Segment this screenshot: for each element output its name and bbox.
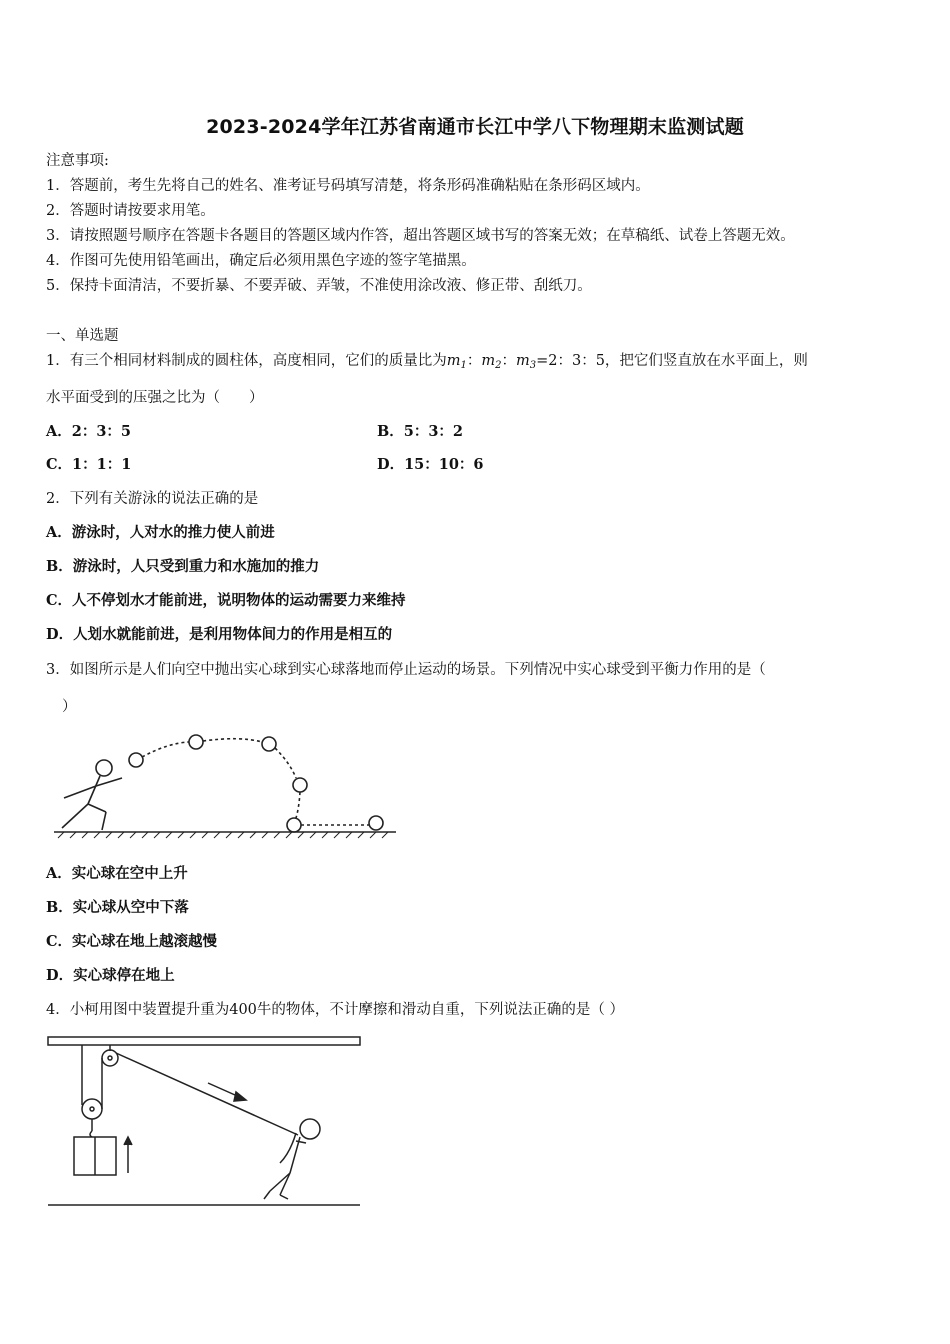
q3-stem-line1: 3．如图所示是人们向空中抛出实心球到实心球落地而停止运动的场景。下列情况中实心球受到平衡力作用的是（: [46, 662, 766, 678]
q1-colon1: ：: [466, 353, 482, 369]
movable-pulley: [82, 1099, 102, 1119]
q1-option-a[interactable]: A．2：3：5: [46, 423, 132, 440]
q1-option-d[interactable]: D．15：10：6: [377, 456, 484, 473]
section-heading: 一、单选题: [46, 328, 119, 344]
q3-stem-line2: ）: [62, 699, 77, 715]
pulling-person: [264, 1119, 320, 1199]
notice-item-4: 4．作图可先使用铅笔画出，确定后必须用黑色字迹的签字笔描黑。: [46, 253, 476, 269]
q1-sub1: 1: [460, 360, 467, 371]
pulley-figure: [44, 1033, 364, 1213]
ceiling-beam: [48, 1037, 360, 1045]
q1-option-c[interactable]: C．1：1：1: [46, 456, 132, 473]
q1-stem-text: 1．有三个相同材料制成的圆柱体，高度相同，它们的质量比为: [46, 353, 447, 369]
shot-put-figure: [50, 728, 400, 843]
thrower-figure: [62, 760, 122, 830]
q3-option-c[interactable]: C．实心球在地上越滚越慢: [46, 933, 218, 950]
q1-m1: m: [446, 353, 461, 369]
notice-item-5: 5．保持卡面清洁，不要折暴、不要弄破、弄皱，不准使用涂改液、修正带、刮纸刀。: [46, 278, 592, 294]
notice-item-3: 3．请按照题号顺序在答题卡各题目的答题区域内作答，超出答题区域书写的答案无效；在草稿纸、试卷上答题无效。: [46, 228, 795, 244]
ground-hatching: [58, 832, 388, 838]
q3-option-a[interactable]: A．实心球在空中上升: [46, 865, 188, 882]
notice-heading: 注意事项:: [46, 153, 109, 169]
q1-m3: m: [515, 353, 530, 369]
q1-sub3: 3: [529, 360, 537, 371]
q1-m2: m: [481, 353, 496, 369]
pull-rope: [116, 1053, 298, 1135]
q2-option-b[interactable]: B．游泳时，人只受到重力和水施加的推力: [46, 558, 320, 575]
q2-option-a[interactable]: A．游泳时，人对水的推力使人前进: [46, 524, 275, 541]
q2-option-d[interactable]: D．人划水就能前进，是利用物体间力的作用是相互的: [46, 626, 393, 643]
q1-colon2: ：: [501, 353, 516, 369]
page-title: 2023-2024学年江苏省南通市长江中学八下物理期末监测试题: [206, 116, 744, 138]
notice-item-1: 1．答题前，考生先将自己的姓名、准考证号码填写清楚，将条形码准确粘贴在条形码区域内。: [46, 178, 650, 194]
q4-stem: 4．小柯用图中装置提升重为400牛的物体，不计摩擦和滑动自重，下列说法正确的是（ ）: [46, 1002, 625, 1018]
q1-sub2: 2: [495, 360, 502, 371]
q1-option-b[interactable]: B．5：3：2: [377, 423, 464, 440]
q3-option-b[interactable]: B．实心球从空中下落: [46, 899, 189, 916]
q2-stem: 2．下列有关游泳的说法正确的是: [46, 491, 259, 507]
ball-trajectory: [129, 735, 383, 832]
fixed-pulley: [102, 1050, 118, 1066]
q1-stem-line1: [46, 351, 808, 376]
q3-option-d[interactable]: D．实心球停在地上: [46, 967, 175, 984]
q1-ratio: =2：3：5，把它们竖直放在水平面上，则: [536, 353, 808, 369]
notice-item-2: 2．答题时请按要求用笔。: [46, 203, 215, 219]
q1-stem-line2: 水平面受到的压强之比为（ ）: [46, 390, 264, 406]
q2-option-c[interactable]: C．人不停划水才能前进，说明物体的运动需要力来维持: [46, 592, 406, 609]
